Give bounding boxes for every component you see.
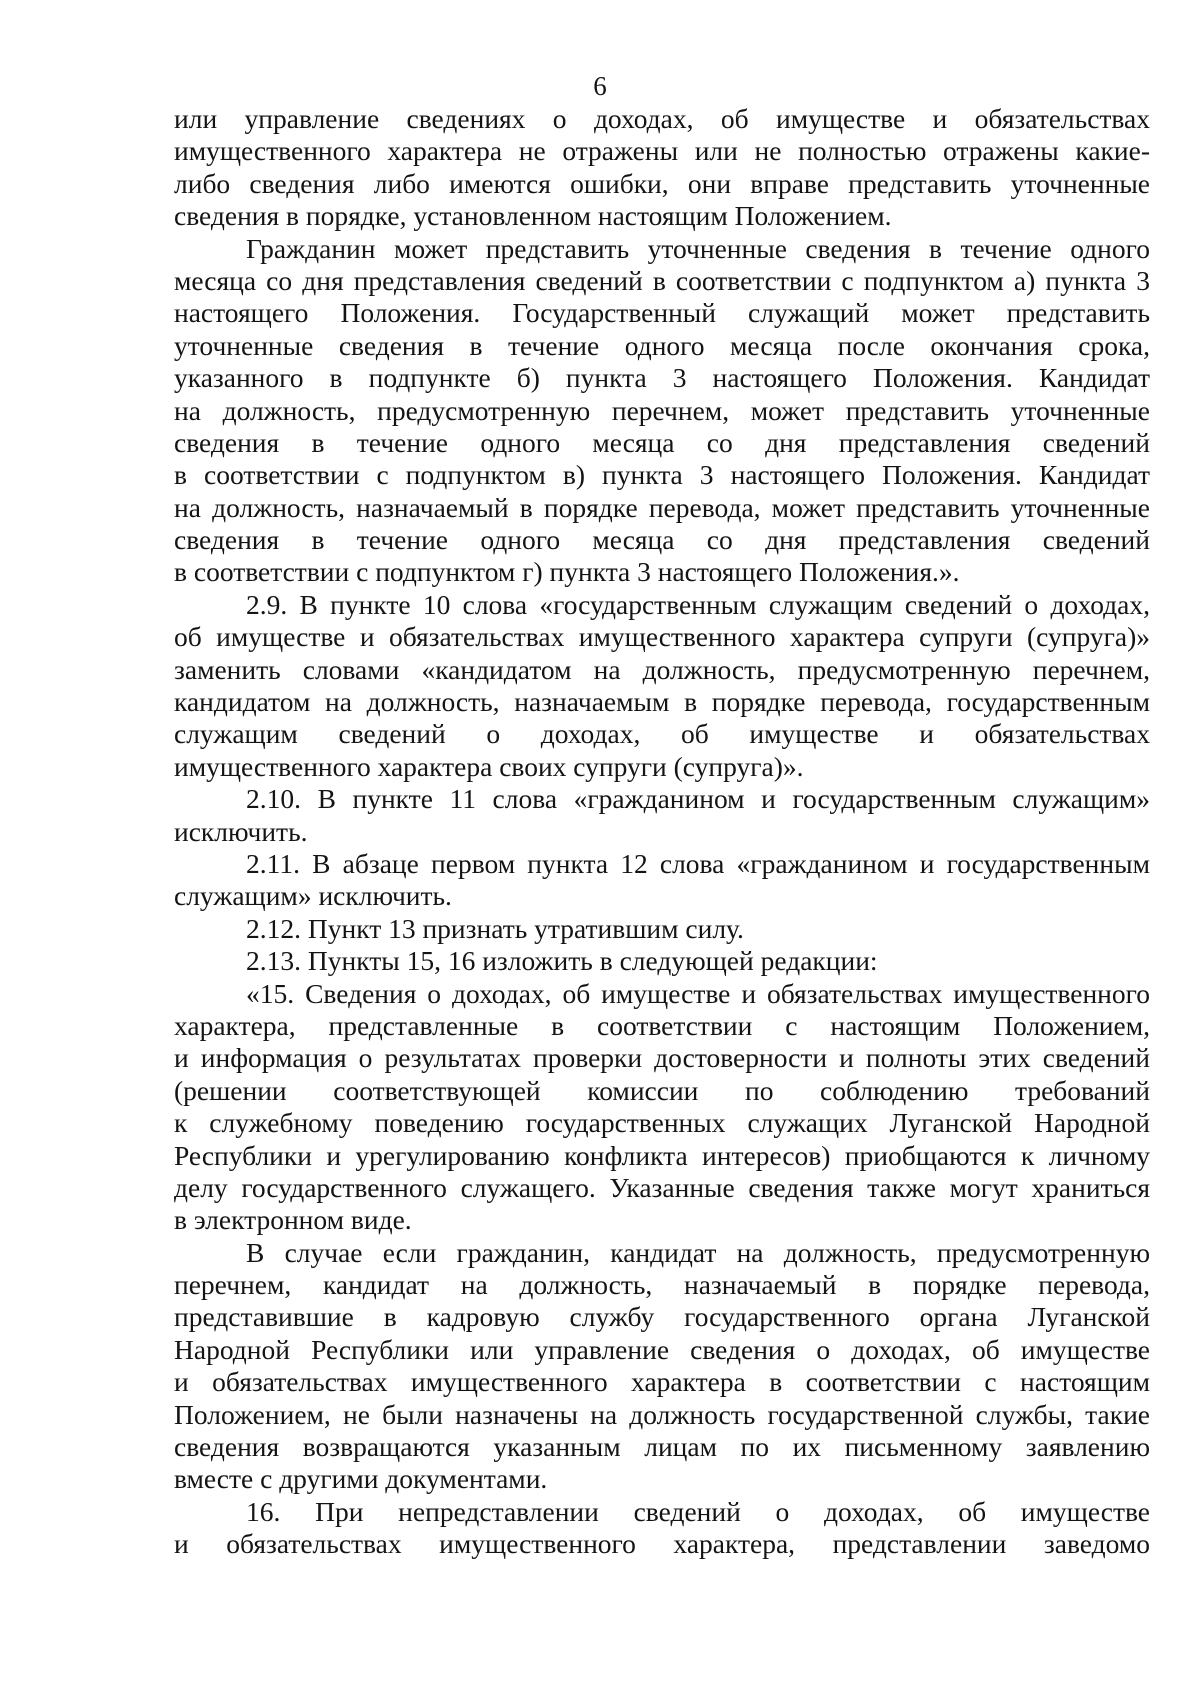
text-line: в электронном виде. — [174, 1204, 412, 1236]
text-line: 2.12. Пункт 13 признать утратившим силу. — [246, 912, 744, 944]
text-line: перечнем, кандидат на должность, назначаемый в порядке перевода, — [174, 1269, 1150, 1301]
text-line: указанного в подпункте б) пункта 3 настоящего Положения. Кандидат — [174, 362, 1150, 394]
text-line: настоящего Положения. Государственный служащий может представить — [174, 297, 1150, 329]
text-line: на должность, назначаемый в порядке перевода, может представить уточненные — [174, 491, 1150, 523]
paragraph — [174, 103, 1150, 233]
text-line: в соответствии с подпунктом г) пункта 3 настоящего Положения.». — [174, 556, 960, 588]
text-line: кандидатом на должность, назначаемым в порядке перевода, государственным — [174, 686, 1150, 718]
text-line: имущественного характера своих супруги (супруга)». — [174, 750, 804, 782]
text-line: или управление сведениях о доходах, об имуществе и обязательствах — [174, 103, 1150, 134]
text-line: уточненные сведения в течение одного месяца после окончания срока, — [174, 329, 1150, 361]
text-line: служащим» исключить. — [174, 880, 452, 912]
paragraph — [174, 783, 1150, 848]
text-line: вместе с другими документами. — [174, 1463, 548, 1495]
text-line: в соответствии с подпунктом в) пункта 3 настоящего Положения. Кандидат — [174, 459, 1150, 491]
text-line: Республики и урегулированию конфликта интересов) приобщаются к личному — [174, 1139, 1150, 1171]
paragraph — [174, 589, 1150, 783]
text-line: на должность, предусмотренную перечнем, может представить уточненные — [174, 394, 1150, 426]
text-line: сведения в течение одного месяца со дня представления сведений — [174, 426, 1150, 458]
text-line: «15. Сведения о доходах, об имуществе и обязательствах имущественного — [246, 977, 1150, 1009]
text-line: 2.11. В абзаце первом пункта 12 слова «гражданином и государственным — [246, 847, 1150, 879]
text-line: исключить. — [174, 815, 308, 847]
paragraph — [174, 913, 1150, 945]
text-line: Народной Республики или управление сведения о доходах, об имуществе — [174, 1333, 1150, 1365]
paragraph — [174, 978, 1150, 1237]
page-number: 6 — [593, 71, 607, 101]
text-line: сведения в порядке, установленном настоящим Положением. — [174, 200, 892, 232]
document-body — [174, 103, 1150, 1561]
text-line: и обязательствах имущественного характера в соответствии с настоящим — [174, 1366, 1150, 1398]
text-line: 2.13. Пункты 15, 16 изложить в следующей редакции: — [246, 945, 878, 977]
text-line: Гражданин может представить уточненные сведения в течение одного — [246, 232, 1150, 264]
paragraph — [174, 945, 1150, 977]
paragraph — [174, 848, 1150, 913]
text-line: служащим сведений о доходах, об имуществе и обязательствах — [174, 718, 1150, 750]
paragraph — [174, 1237, 1150, 1496]
text-line: имущественного характера не отражены или не полностью отражены какие- — [174, 135, 1150, 167]
text-line: 2.9. В пункте 10 слова «государственным служащим сведений о доходах, — [246, 588, 1150, 620]
text-line: и информация о результатах проверки достоверности и полноты этих сведений — [174, 1042, 1150, 1074]
text-line: В случае если гражданин, кандидат на должность, предусмотренную — [246, 1236, 1150, 1268]
text-line: об имуществе и обязательствах имущественного характера супруги (супруга)» — [174, 621, 1150, 653]
text-line: сведения возвращаются указанным лицам по их письменному заявлению — [174, 1431, 1150, 1463]
text-line: 2.10. В пункте 11 слова «гражданином и государственным служащим» — [246, 783, 1150, 815]
text-line: Положением, не были назначены на должность государственной службы, такие — [174, 1398, 1150, 1430]
text-line: характера, представленные в соответствии с настоящим Положением, — [174, 1009, 1150, 1041]
text-line: делу государственного служащего. Указанные сведения также могут храниться — [174, 1171, 1150, 1203]
paragraph — [174, 1496, 1150, 1561]
text-line: к служебному поведению государственных служащих Луганской Народной — [174, 1107, 1150, 1139]
text-line: и обязательствах имущественного характера, представлении заведомо — [174, 1528, 1150, 1560]
text-line: представившие в кадровую службу государственного органа Луганской — [174, 1301, 1150, 1333]
text-line: 16. При непредставлении сведений о доходах, об имуществе — [246, 1495, 1150, 1527]
text-line: либо сведения либо имеются ошибки, они вправе представить уточненные — [174, 167, 1150, 199]
paragraph — [174, 233, 1150, 589]
text-line: сведения в течение одного месяца со дня представления сведений — [174, 524, 1150, 556]
text-line: (решении соответствующей комиссии по соблюдению требований — [174, 1074, 1150, 1106]
text-line: заменить словами «кандидатом на должность, предусмотренную перечнем, — [174, 653, 1150, 685]
text-line: месяца со дня представления сведений в соответствии с подпунктом а) пункта 3 — [174, 264, 1150, 296]
